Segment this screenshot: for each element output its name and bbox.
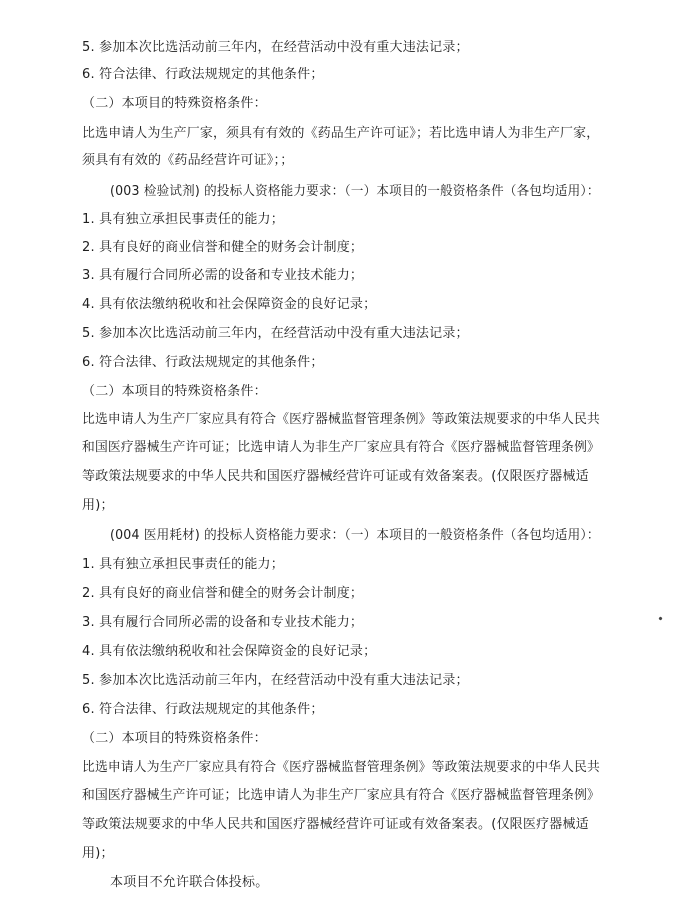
doc-line-4: 比选申请人为生产厂家，须具有有效的《药品生产许可证》；若比选申请人为非生产厂家， bbox=[82, 126, 600, 141]
doc-line-16: 等政策法规要求的中华人民共和国医疗器械经营许可证或有效备案表。(仅限医疗器械适 bbox=[82, 469, 589, 484]
doc-line-30: 本项目不允许联合体投标。 bbox=[110, 875, 269, 890]
doc-line-7: 1. 具有独立承担民事责任的能力； bbox=[82, 212, 284, 227]
doc-line-19: 1. 具有独立承担民事责任的能力； bbox=[82, 557, 284, 572]
doc-line-17: 用)； bbox=[82, 498, 114, 513]
doc-line-20: 2. 具有良好的商业信誉和健全的财务会计制度； bbox=[82, 586, 364, 601]
doc-line-8: 2. 具有良好的商业信誉和健全的财务会计制度； bbox=[82, 240, 364, 255]
doc-line-25: （二）本项目的特殊资格条件： bbox=[82, 731, 267, 746]
doc-line-10: 4. 具有依法缴纳税收和社会保障资金的良好记录； bbox=[82, 297, 377, 312]
doc-line-28: 等政策法规要求的中华人民共和国医疗器械经营许可证或有效备案表。(仅限医疗器械适 bbox=[82, 817, 589, 832]
doc-line-11: 5. 参加本次比选活动前三年内，在经营活动中没有重大违法记录； bbox=[82, 326, 469, 341]
scan-speck bbox=[658, 616, 662, 620]
doc-line-24: 6. 符合法律、行政法规规定的其他条件； bbox=[82, 702, 324, 717]
doc-line-6: (003 检验试剂) 的投标人资格能力要求：（一）本项目的一般资格条件（各包均适用）： bbox=[110, 184, 600, 199]
doc-line-23: 5. 参加本次比选活动前三年内，在经营活动中没有重大违法记录； bbox=[82, 673, 469, 688]
doc-line-1: 5. 参加本次比选活动前三年内，在经营活动中没有重大违法记录； bbox=[82, 40, 469, 55]
doc-line-15: 和国医疗器械生产许可证；比选申请人为非生产厂家应具有符合《医疗器械监督管理条例》 bbox=[82, 440, 600, 455]
doc-line-14: 比选申请人为生产厂家应具有符合《医疗器械监督管理条例》等政策法规要求的中华人民共 bbox=[82, 412, 600, 427]
doc-line-13: （二）本项目的特殊资格条件： bbox=[82, 384, 267, 399]
doc-line-22: 4. 具有依法缴纳税收和社会保障资金的良好记录； bbox=[82, 644, 377, 659]
doc-line-27: 和国医疗器械生产许可证；比选申请人为非生产厂家应具有符合《医疗器械监督管理条例》 bbox=[82, 788, 600, 803]
doc-line-9: 3. 具有履行合同所必需的设备和专业技术能力； bbox=[82, 268, 364, 283]
doc-line-26: 比选申请人为生产厂家应具有符合《医疗器械监督管理条例》等政策法规要求的中华人民共 bbox=[82, 760, 600, 775]
doc-line-3: （二）本项目的特殊资格条件： bbox=[82, 96, 267, 111]
doc-line-2: 6. 符合法律、行政法规规定的其他条件； bbox=[82, 67, 324, 82]
doc-line-5: 须具有有效的《药品经营许可证》；； bbox=[82, 153, 294, 168]
doc-line-18: (004 医用耗材) 的投标人资格能力要求：（一）本项目的一般资格条件（各包均适用）： bbox=[110, 528, 600, 543]
doc-line-21: 3. 具有履行合同所必需的设备和专业技术能力； bbox=[82, 615, 364, 630]
doc-line-12: 6. 符合法律、行政法规规定的其他条件； bbox=[82, 355, 324, 370]
doc-line-29: 用)； bbox=[82, 846, 114, 861]
